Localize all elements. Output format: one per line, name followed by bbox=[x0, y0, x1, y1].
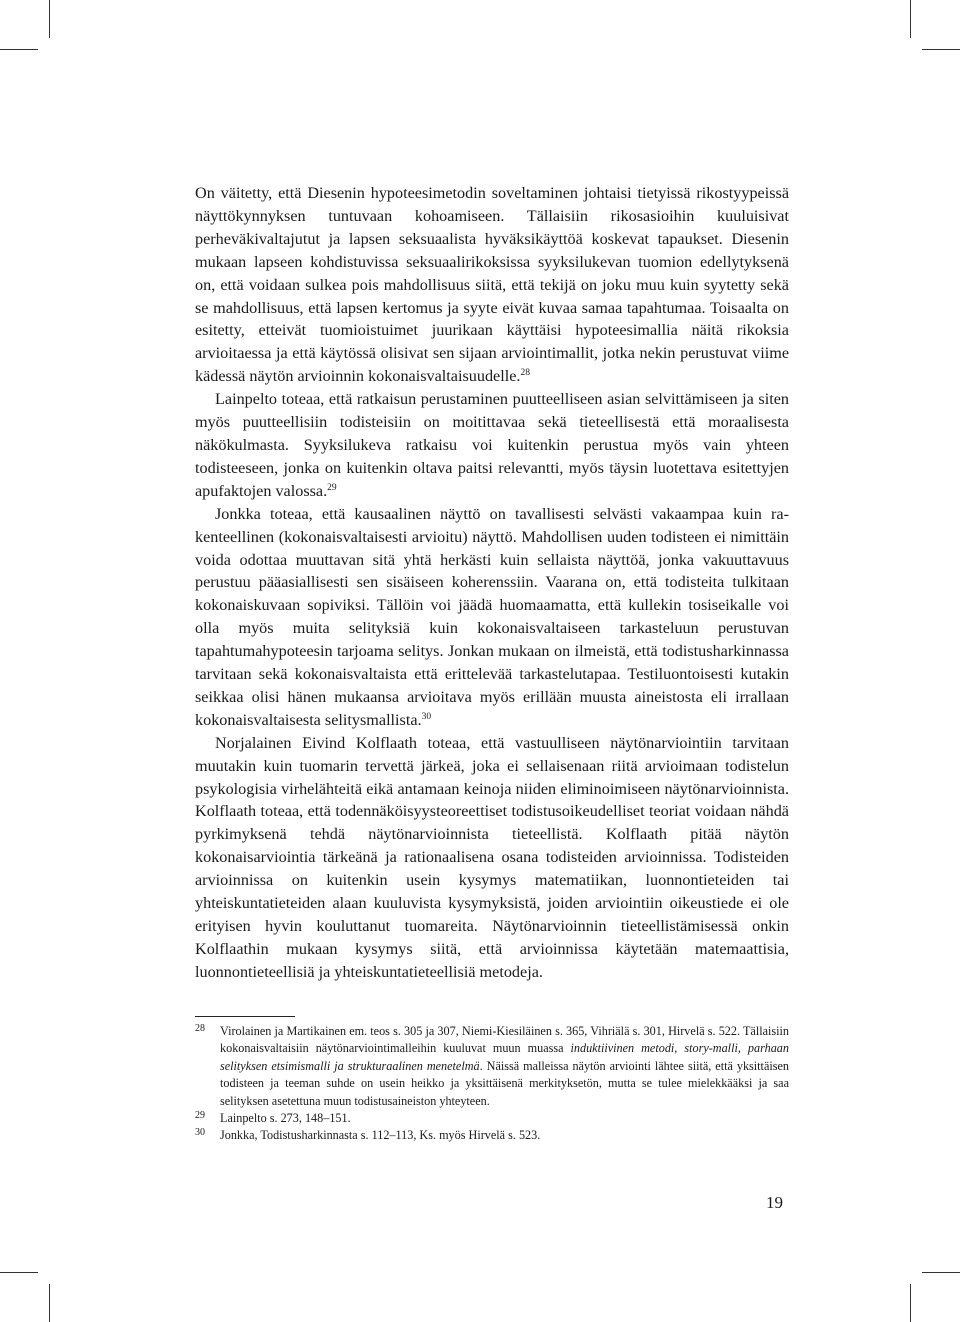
page-number: 19 bbox=[766, 1193, 783, 1212]
footnote-separator bbox=[195, 1016, 295, 1017]
crop-mark-top-right-horizontal bbox=[922, 49, 960, 50]
footnote-ref-30[interactable]: 30 bbox=[421, 711, 432, 722]
paragraph-jonkka: Jonkka toteaa, että kausaalinen näyttö on tavallisesti selvästi vakaampaa kuin rakenteellinen (kokonaisvaltaisesti arvioitu) näyttö. Mahdollisen uuden todisteen ei nimittäin voida odottaa muuttavan sitä yhtä herkästi kuin sellaista näyttöä, jonka vakuuttavuus perustuu pääasiallisesti sen sisäiseen koherenssiin. Vaarana on, että todisteita tulkitaan kokonaiskuvaan sopiviksi. Tällöin voi jäädä huomaamatta, että kullekin tosiseikalle voi olla myös muita selityksiä kuin kokonaisvaltaiseen tarkasteluun perustuvan tapahtumahypoteesin tarjoama selitys. Jonkan mukaan on ilmeistä, että todistusharkinnassa tarvitaan sekä kokonaisvaltaista että erittelevää tarkastelutapaa. Testiluontoisesti kutakin seikkaa olisi hänen mukaansa arvioitava myös erillään muusta aineistosta eli irrallaan kokonaisvaltaisesta selitysmallista.$^{30}$ bbox=[195, 504, 789, 729]
crop-mark-bottom-right-horizontal bbox=[922, 1272, 960, 1273]
footnote-number: 29 bbox=[195, 1110, 205, 1122]
crop-mark-bottom-left-horizontal bbox=[0, 1272, 38, 1273]
footnote-number: 28 bbox=[195, 1023, 205, 1034]
footnote-number: 30 bbox=[195, 1127, 205, 1139]
crop-mark-top-left-horizontal bbox=[0, 49, 38, 50]
crop-mark-bottom-right-vertical bbox=[910, 1284, 911, 1322]
footnote-28: 28 Virolainen ja Martikainen em. teos s. 305 ja 307, Niemi-Kiesiläinen s. 365, Vihriälä s. 301, Hirvelä s. 522. Tällaisiin kokonaisvaltaisiin näytönarviointimalleihin kuuluvat muun muassa induktiivinen metodi, story-malli, parhaan selityksen etsimismalli ja strukturaalinen menetelmä. Näissä malleissa näytön arviointi lähtee siitä, että yksittäisen todisteen ja teeman suhde on usein heikko ja yksittäisenä merkityksetön, mutta se tulee mielekkääksi ja saa selityksen asetettuna muun todistusaineiston yhteyteen. bbox=[195, 1023, 789, 1110]
footnote-ref-28[interactable]: 28 bbox=[520, 368, 530, 379]
footnote-ref-29[interactable]: 29 bbox=[327, 482, 337, 493]
body-text bbox=[195, 182, 789, 984]
paragraph-kolflaath: Norjalainen Eivind Kolflaath toteaa, että vastuulliseen näytönarviointiin tarvitaan muutakin kuin tuomarin tervettä järkeä, joka ei sellaisenaan riitä arvioimaan todistelun psykologisia virhelähteitä eikä antamaan keinoja niiden eliminoimiseen näytönarvioinnista. Kolflaath toteaa, että todennäköisyysteoreettiset todistusoikeudelliset teoriat voidaan nähdä pyrkimyksenä tehdä näytönarvioinnista tieteellistä. Kolflaath pitää näytön kokonaisarviointia tärkeänä ja rationaalisena osana todisteiden arvioinnissa. Todisteiden arvioinnissa on kuitenkin usein kysymys matematiikan, luonnontieteiden tai yhteiskuntatieteiden alaan kuuluvista kysymyksistä, joiden arviointiin oikeustiede ei ole erityisen hyvin kouluttanut tuomareita. Näytönarvioinnin tieteellistämisessä onkin Kolflaathin mukaan kysymys siitä, että arvioinnissa käytetään matemaattisia, luonnontieteellisiä ja yhteiskuntatieteellisiä metodeja. bbox=[195, 733, 789, 981]
footnote-29: 29 Lainpelto s. 273, 148–151. bbox=[195, 1110, 789, 1127]
crop-mark-top-left-vertical bbox=[49, 0, 50, 38]
footnotes bbox=[195, 1023, 789, 1145]
crop-mark-top-right-vertical bbox=[910, 0, 911, 38]
paragraph-diesen: On väitetty, että Diesenin hypoteesimetodin soveltaminen johtaisi tietyissä rikostyypeissä näyttökynnyksen tuntuvaan kohoamiseen. Tällaisiin rikosasioihin kuuluisivat perheväkivaltajutut ja lapsen seksuaalista hyväksikäyttöä koskevat tapaukset. Diesenin mukaan lapseen kohdistuvissa seksuaalirikoksissa syyksilukevan tuomion edellytyksenä on, että voidaan sulkea pois mahdollisuus siitä, että tekijä on joku muu kuin syytetty sekä se mahdollisuus, että lapsen kertomus ja syyte eivät kuvaa samaa tapahtumaa. Toisaalta on esitetty, etteivät tuomioistuimet juurikaan käyttäisi hypoteesimallia näitä rikoksia arvioitaessa ja että käytössä olisivat sen sijaan arviointimallit, jotka nekin perustuvat viime kädessä näytön arvioinnin kokonaisvaltaisuudelle.$^{28}$ bbox=[195, 184, 789, 386]
crop-mark-bottom-left-vertical bbox=[49, 1284, 50, 1322]
paragraph-lainpelto: Lainpelto toteaa, että ratkaisun perustaminen puutteelliseen asian selvittämiseen ja siten myös puutteellisiin todisteisiin on moitittavaa sekä tieteellisestä että moraalisesta näkökulmasta. Syyksilukeva ratkaisu voi kuitenkin perustua myös vain yhteen todisteeseen, jonka on kuitenkin oltava paitsi relevantti, myös täysin luotettava esitettyjen apufaktojen valossa.$^{29}$ bbox=[195, 390, 789, 500]
footnote-30: 30 Jonkka, Todistusharkinnasta s. 112–113, Ks. myös Hirvelä s. 523. bbox=[195, 1127, 789, 1144]
